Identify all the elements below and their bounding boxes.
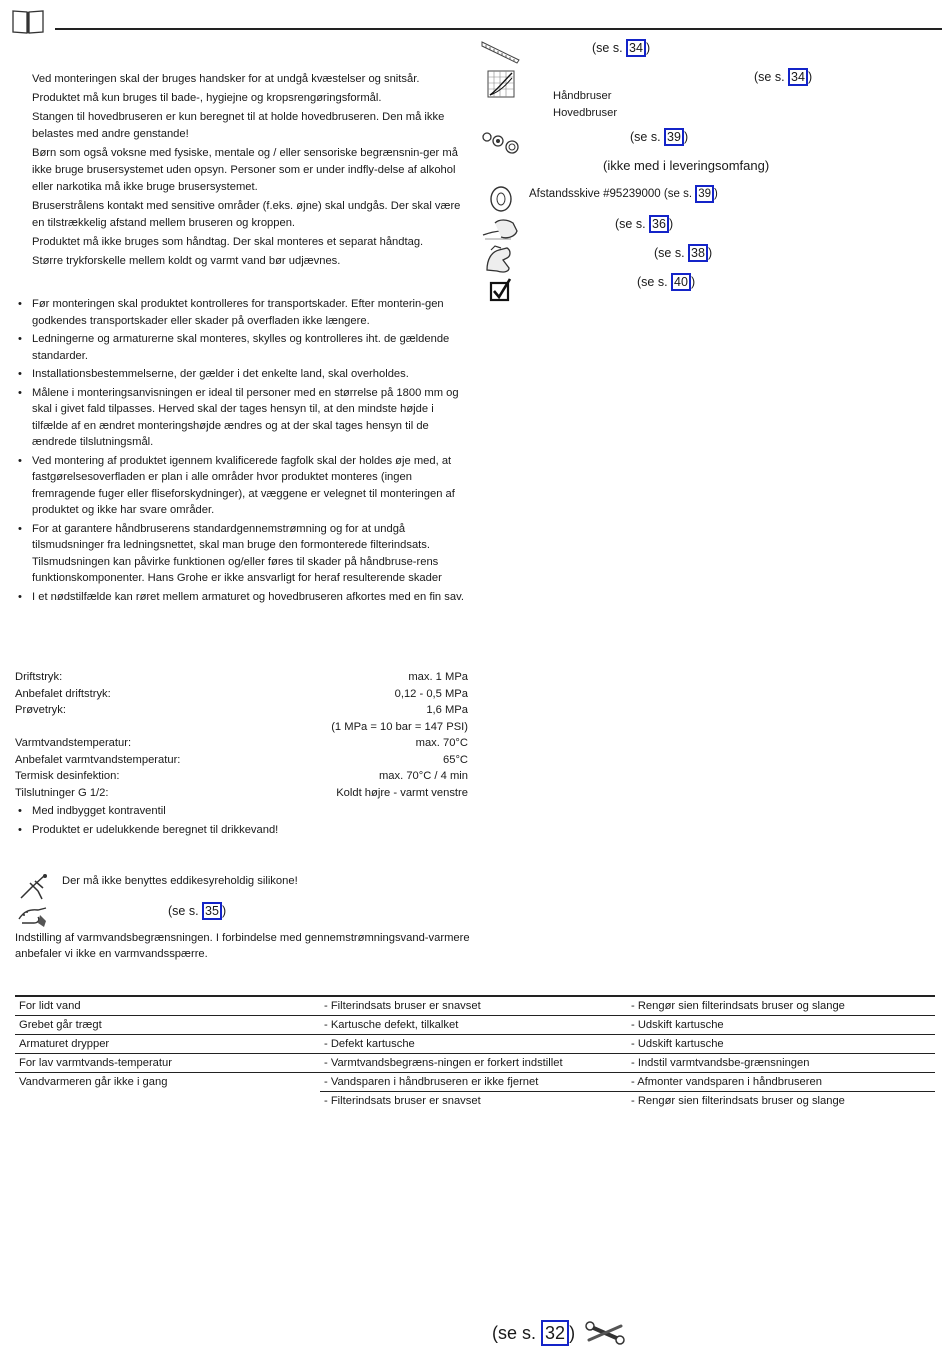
not-included-note: (ikke med i leveringsomfang): [603, 158, 770, 173]
remedy-cell: - Rengør sien filterindsats bruser og slange: [631, 999, 845, 1012]
spacer-ref[interactable]: [529, 185, 718, 203]
hand-cleaning-icon: [481, 213, 521, 248]
spec-label: Driftstryk:: [15, 671, 63, 683]
flow-ref-page[interactable]: 34: [788, 68, 808, 86]
cause-cell: - Vandsparen i håndbruseren er ikke fjernet: [320, 1072, 627, 1091]
spec-label: Anbefalet varmtvandstemperatur:: [15, 753, 181, 766]
spec-row: [15, 785, 468, 802]
header-rule: [55, 28, 942, 30]
safety-paragraph: Produktet må ikke bruges som håndtag. Der skal monteres et separat håndtag.: [32, 236, 424, 248]
installation-bullet: • Ved montering af produktet igennem kvalificerede fagfolk skal der holdes øje med, at fastgørelsesoverfladen er plan i alle områder hvor produktet monteres (ingen fremragende fuger eller fliseforskydninger), at væggene er velegnet til monteringen af produktet og ikke har svare områder.: [15, 453, 469, 519]
cleaning-page-ref[interactable]: [615, 215, 673, 233]
footer-ref[interactable]: [492, 1320, 575, 1346]
test-ref-page[interactable]: 40: [671, 273, 691, 291]
safety-section: [32, 71, 464, 270]
safety-paragraph: Produktet må kun bruges til bade-, hygiejne og kropsrengøringsformål.: [32, 92, 382, 104]
cause-cell: - Defekt kartusche: [324, 1037, 415, 1050]
ref-suffix: ): [807, 70, 813, 84]
spec-row: [15, 735, 468, 752]
footer-ref-prefix: (se s.: [492, 1323, 537, 1343]
installation-bullet: • Målene i monteringsanvisningen er ideal til personer med en størrelse på 1800 mm og skal i givet fald tilpasses. Herved skal der tages hensyn til, at den mindste højde i tilfælde af en ændret monteringshøjde ændres og at der skal tages hensyn til de ændrede tilslutningsmål.: [15, 385, 469, 451]
ref-prefix: (se s.: [754, 70, 785, 84]
remedy-cell: - Rengør sien filterindsats bruser og slange: [631, 1094, 845, 1107]
fault-cell: For lav varmtvands-temperatur: [19, 1056, 172, 1069]
test-ref[interactable]: [637, 273, 695, 291]
spec-label: Anbefalet driftstryk:: [15, 687, 111, 700]
installation-bullet: • Installationsbestemmelserne, der gælder i det enkelte land, skal overholdes.: [15, 366, 469, 383]
table-row: [15, 1072, 935, 1091]
ref-prefix: (se s.: [654, 246, 685, 260]
cleaning-ref-prefix: (se s.: [168, 904, 199, 918]
remedy-cell: - Udskift kartusche: [631, 1018, 724, 1031]
spec-label: Tilslutninger G 1/2:: [15, 786, 109, 799]
cause-cell: - Kartusche defekt, tilkalket: [324, 1018, 459, 1031]
spec-row: [15, 719, 468, 736]
cause-cell: - Filterindsats bruser er snavset: [324, 999, 481, 1012]
spec-row: [15, 702, 468, 719]
safety-paragraph: Stangen til hovedbruseren er kun beregnet til at holde hovedbruseren. Den må ikke belastes med andre genstande!: [32, 111, 445, 140]
cleaning-ref[interactable]: [168, 902, 226, 920]
ref-prefix: (se s.: [592, 41, 623, 55]
ref-prefix: (se s.: [637, 275, 668, 289]
fault-cell: Grebet går trægt: [19, 1018, 102, 1031]
spec-row: [15, 669, 468, 686]
spare-parts-ref-page[interactable]: 39: [664, 128, 684, 146]
wrench-icon: [585, 1320, 625, 1351]
fault-cell: [15, 1091, 320, 1110]
spec-row: [15, 686, 468, 703]
remedy-cell: - Indstil varmtvandsbe-grænsningen: [631, 1056, 810, 1069]
flow-labels: [553, 88, 617, 122]
table-row: [15, 1034, 935, 1053]
checkbox-icon: [489, 277, 513, 308]
safety-paragraph: Ved monteringen skal der bruges handsker for at undgå kvæstelser og snitsår.: [32, 73, 420, 85]
flow-diagram-icon: [487, 70, 515, 103]
specs-section: [15, 669, 468, 840]
spec-value: max. 1 MPa: [408, 671, 468, 683]
flow-label-hand-shower: Håndbruser: [553, 90, 612, 102]
ref-prefix: (se s.: [630, 130, 661, 144]
installation-bullet: • For at garantere håndbruserens standardgennemstrømning og for at undgå tilsmudsninger fra ledningsnettet, skal man bruge den formonterede filterindsats. Tilsmudsningen kan påvirke funktionen og/eller føres til skader på håndbruse-rens funktionskomponenter. Hans Grohe er ikke ansvarligt for heraf resulterende skader: [15, 521, 469, 587]
installation-bullet: • Før monteringen skal produktet kontrolleres for transportskader. Efter monterin-gen godkendes transportskader eller skader på overfladen ikke længere.: [15, 296, 469, 329]
spare-parts-icon: [481, 128, 523, 161]
flow-ref[interactable]: [754, 68, 812, 86]
cleaning-text: Indstilling af varmvandsbegrænsningen. I forbindelse med gennemstrømningsvand-varmere anbefaler vi ikke en varmvandsspærre.: [15, 932, 470, 960]
spec-value: (1 MPa = 10 bar = 147 PSI): [331, 720, 468, 733]
dimensions-ref-page[interactable]: 34: [626, 39, 646, 57]
cleaning-ref-suffix: ): [221, 904, 227, 918]
cleaning-page-ref-page[interactable]: 36: [649, 215, 669, 233]
troubleshooting-table-wrap: [15, 995, 935, 1110]
ref-suffix: ): [645, 41, 651, 55]
ref-suffix: ): [714, 188, 718, 200]
remedy-cell: - Afmonter vandsparen i håndbruseren: [627, 1072, 935, 1091]
service-hand-icon: [483, 244, 517, 279]
footer-ref-suffix: ): [569, 1323, 576, 1343]
spec-label: Termisk desinfektion:: [15, 770, 120, 782]
ref-suffix: ): [683, 130, 689, 144]
spec-bullet: • Produktet er udelukkende beregnet til drikkevand!: [15, 822, 468, 839]
spacer-ref-page[interactable]: 39: [695, 185, 714, 203]
spec-value: 1,6 MPa: [426, 704, 468, 716]
silicone-note: Der må ikke benyttes eddikesyreholdig silikone!: [62, 875, 298, 887]
fault-cell: For lidt vand: [19, 999, 81, 1012]
table-row: [15, 1053, 935, 1072]
safety-paragraph: Bruserstrålens kontakt med sensitive områder (f.eks. øjne) skal undgås. Der skal være en tilstrækkelig afstand mellem bruseren og kroppen.: [32, 200, 461, 229]
spec-row: [15, 768, 468, 785]
troubleshooting-table: [15, 997, 935, 1110]
ref-suffix: ): [668, 217, 674, 231]
fault-cell: Armaturet drypper: [19, 1037, 110, 1050]
ref-prefix: (se s.: [615, 217, 646, 231]
ref-suffix: ): [690, 275, 696, 289]
dimensions-ref[interactable]: [592, 39, 650, 57]
cleaning-ref-page[interactable]: 35: [202, 902, 222, 920]
spec-value: max. 70°C / 4 min: [378, 770, 468, 782]
cause-cell: - Varmtvandsbegræns-ningen er forkert indstillet: [324, 1056, 563, 1069]
remedy-cell: - Udskift kartusche: [631, 1037, 724, 1050]
spec-value: max. 70°C: [415, 737, 468, 749]
table-row: [15, 1091, 935, 1110]
ruler-icon: [481, 40, 521, 69]
fault-cell: Vandvarmeren går ikke i gang: [19, 1075, 168, 1088]
spec-value: 65°C: [443, 753, 468, 766]
safety-paragraph: Børn som også voksne med fysiske, mentale og / eller sensoriske begrænsnin-ger må ikke bruge brusersystemet uden opsyn. Personer som er under indfly-delse af alkohol eller narkotika må ikke bruge brusersystemet.: [32, 147, 458, 193]
spare-parts-ref[interactable]: [630, 128, 688, 146]
safety-paragraph: Større trykforskelle mellem koldt og varmt vand bør udjævnes.: [32, 255, 341, 267]
installation-section: [15, 296, 469, 607]
spec-label: Varmtvandstemperatur:: [15, 737, 132, 749]
service-ref-page[interactable]: 38: [688, 244, 708, 262]
cause-cell: - Filterindsats bruser er snavset: [324, 1094, 481, 1107]
spec-value: 0,12 - 0,5 MPa: [394, 687, 468, 700]
table-row: [15, 1015, 935, 1034]
book-icon: [12, 9, 44, 35]
installation-bullet: • I et nødstilfælde kan røret mellem armaturet og hovedbruseren afkortes med en fin sav.: [15, 589, 469, 606]
footer-ref-page[interactable]: 32: [541, 1320, 569, 1346]
spacer-text: Afstandsskive #95239000 (se s.: [529, 188, 693, 200]
installation-bullet: • Ledningerne og armaturerne skal monteres, skylles og kontrolleres iht. de gældende standarder.: [15, 331, 469, 364]
spec-value: Koldt højre - varmt venstre: [336, 786, 468, 799]
table-row: [15, 997, 935, 1016]
spec-row: [15, 752, 468, 769]
spec-label: Prøvetryk:: [15, 704, 66, 716]
service-ref[interactable]: [654, 244, 712, 262]
ref-suffix: ): [707, 246, 713, 260]
spec-bullet: • Med indbygget kontraventil: [15, 803, 468, 820]
flow-label-head-shower: Hovedbruser: [553, 107, 618, 119]
